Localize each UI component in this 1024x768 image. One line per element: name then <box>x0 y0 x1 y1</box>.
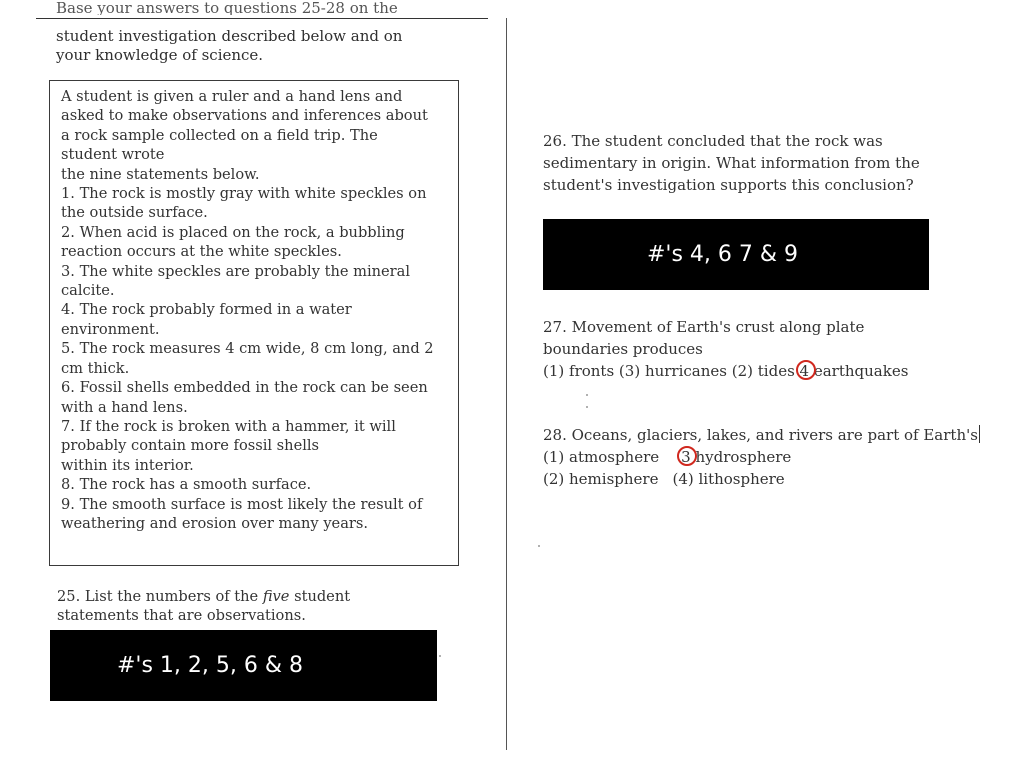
passage-line: 5. The rock measures 4 cm wide, 8 cm long, and 2 <box>61 340 434 358</box>
passage-line: environment. <box>61 320 160 338</box>
passage-line: asked to make observations and inferences about <box>61 107 428 125</box>
q28-option-2: (2) hemisphere <box>543 470 659 488</box>
scan-speck <box>538 545 540 547</box>
q27-line2: boundaries produces <box>543 340 703 358</box>
q26-line: sedimentary in origin. What information from the <box>543 154 920 172</box>
passage-line: 2. When acid is placed on the rock, a bubbling <box>61 223 405 241</box>
q28-circled-choice <box>681 446 691 468</box>
passage-line: the outside surface. <box>61 204 208 222</box>
q27-options-text: (1) fronts (3) hurricanes (2) tides <box>543 362 800 380</box>
passage-text <box>61 87 456 533</box>
q28-option-3: hydrosphere <box>690 448 792 466</box>
answer-circle-icon <box>677 446 697 466</box>
q25-text-a: 25. List the numbers of the <box>57 588 263 605</box>
answer-26-box: #'s 4, 6 7 & 9 <box>543 219 929 290</box>
question-25 <box>57 587 437 625</box>
q28-line1 <box>543 424 983 446</box>
passage-line: student wrote <box>61 146 165 164</box>
intro-text <box>56 27 456 65</box>
q27-circled-choice <box>800 360 810 382</box>
q28-options-row2 <box>543 468 983 490</box>
question-26 <box>543 130 963 196</box>
passage-line: A student is given a ruler and a hand lens and <box>61 88 403 105</box>
q26-line: student's investigation supports this conclusion? <box>543 176 914 194</box>
q27-options-tail: earthquakes <box>809 362 909 380</box>
q25-text-b: student <box>289 588 351 605</box>
passage-line: calcite. <box>61 282 115 300</box>
passage-line: a rock sample collected on a field trip. The <box>61 126 378 144</box>
passage-line: within its interior. <box>61 456 194 474</box>
question-28 <box>543 424 983 490</box>
q28-choice-number: 3 <box>681 448 691 466</box>
text-cursor-icon <box>979 425 980 443</box>
passage-line: 6. Fossil shells embedded in the rock can be seen <box>61 379 428 397</box>
passage-line: 8. The rock has a smooth surface. <box>61 476 312 494</box>
intro-line: student investigation described below and on <box>56 27 403 45</box>
top-divider <box>36 18 488 19</box>
passage-line: 7. If the rock is broken with a hammer, it will <box>61 417 396 435</box>
passage-line: 4. The rock probably formed in a water <box>61 301 352 319</box>
answer-25-box: #'s 1, 2, 5, 6 & 8 <box>50 630 437 701</box>
q27-options <box>543 360 983 382</box>
q28-option-1: (1) atmosphere <box>543 448 660 466</box>
passage-line: weathering and erosion over many years. <box>61 514 369 532</box>
scan-speck <box>439 655 441 657</box>
passage-line: with a hand lens. <box>61 398 188 416</box>
scan-speck <box>586 394 588 396</box>
cutoff-header-line: Base your answers to questions 25-28 on the <box>56 1 398 15</box>
passage-line: reaction occurs at the white speckles. <box>61 243 342 261</box>
passage-line: the nine statements below. <box>61 165 260 183</box>
q28-option-4: (4) lithosphere <box>672 470 785 488</box>
passage-line: 3. The white speckles are probably the mineral <box>61 262 411 280</box>
q28-options-row1 <box>543 446 983 468</box>
passage-line: cm thick. <box>61 359 130 377</box>
passage-line: probably contain more fossil shells <box>61 437 320 455</box>
q27-choice-number: 4 <box>799 362 810 380</box>
q25-emphasis: five <box>262 588 290 605</box>
answer-circle-icon <box>796 360 816 380</box>
passage-line: 9. The smooth surface is most likely the result of <box>61 495 423 513</box>
intro-line: your knowledge of science. <box>56 46 264 64</box>
q26-line: 26. The student concluded that the rock was <box>543 132 883 150</box>
question-25-line2: statements that are observations. <box>57 607 306 624</box>
scan-speck <box>586 406 588 408</box>
q27-line1: 27. Movement of Earth's crust along plate <box>543 318 865 336</box>
column-divider <box>506 18 507 750</box>
question-27 <box>543 316 983 382</box>
passage-line: 1. The rock is mostly gray with white speckles on <box>61 185 427 203</box>
q28-line1-text: 28. Oceans, glaciers, lakes, and rivers are part of Earth's <box>543 426 978 444</box>
question-25-line1 <box>57 587 437 606</box>
